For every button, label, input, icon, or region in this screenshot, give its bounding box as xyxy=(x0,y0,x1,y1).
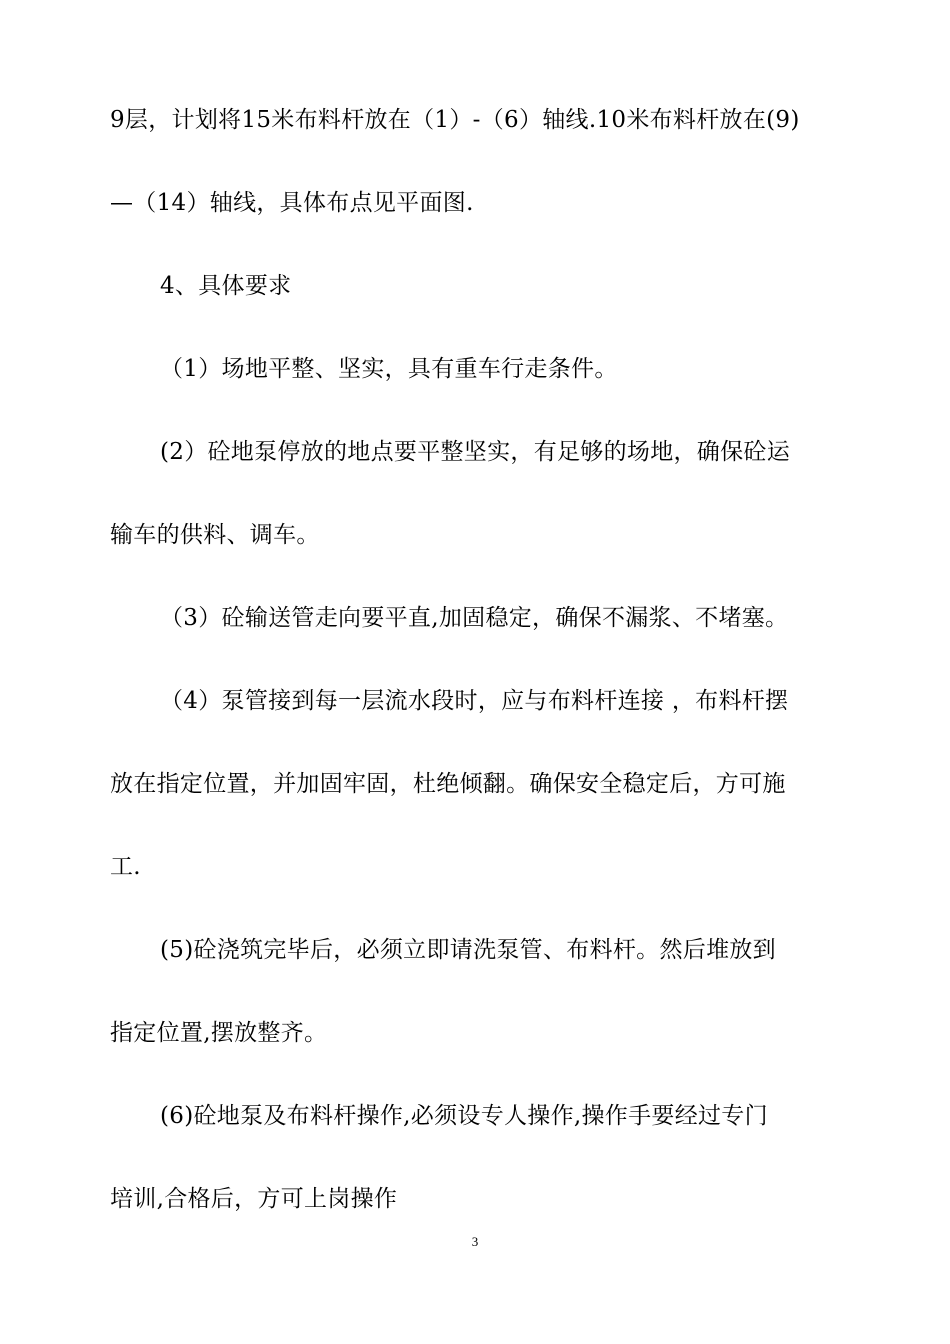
requirement-4-line-2: 放在指定位置，并加固牢固，杜绝倾翻。确保安全稳定后，方可施 xyxy=(110,771,786,797)
requirement-6-line-2: 培训,合格后，方可上岗操作 xyxy=(110,1186,398,1212)
requirement-1: （1）场地平整、坚实，具有重车行走条件。 xyxy=(160,356,618,382)
section-heading: 4、具体要求 xyxy=(160,273,292,299)
paragraph-line-2: —（14）轴线，具体布点见平面图. xyxy=(110,190,474,216)
requirement-2-line-2: 输车的供料、调车。 xyxy=(110,522,320,548)
requirement-2-line-1: (2）砼地泵停放的地点要平整坚实，有足够的场地，确保砼运 xyxy=(160,439,791,465)
requirement-5-line-1: (5)砼浇筑完毕后，必须立即请洗泵管、布料杆。然后堆放到 xyxy=(160,937,776,963)
page-number: 3 xyxy=(471,1234,479,1249)
requirement-4-line-3: 工. xyxy=(110,854,141,880)
paragraph-line-1: 9层，计划将15米布料杆放在（1）-（6）轴线.10米布料杆放在(9) xyxy=(110,107,800,133)
requirement-4-line-1: （4）泵管接到每一层流水段时，应与布料杆连接 ，布料杆摆 xyxy=(160,688,789,714)
requirement-6-line-1: (6)砼地泵及布料杆操作,必须设专人操作,操作手要经过专门 xyxy=(160,1103,768,1129)
requirement-3: （3）砼输送管走向要平直,加固稳定，确保不漏浆、不堵塞。 xyxy=(160,605,789,631)
requirement-5-line-2: 指定位置,摆放整齐。 xyxy=(110,1020,328,1046)
